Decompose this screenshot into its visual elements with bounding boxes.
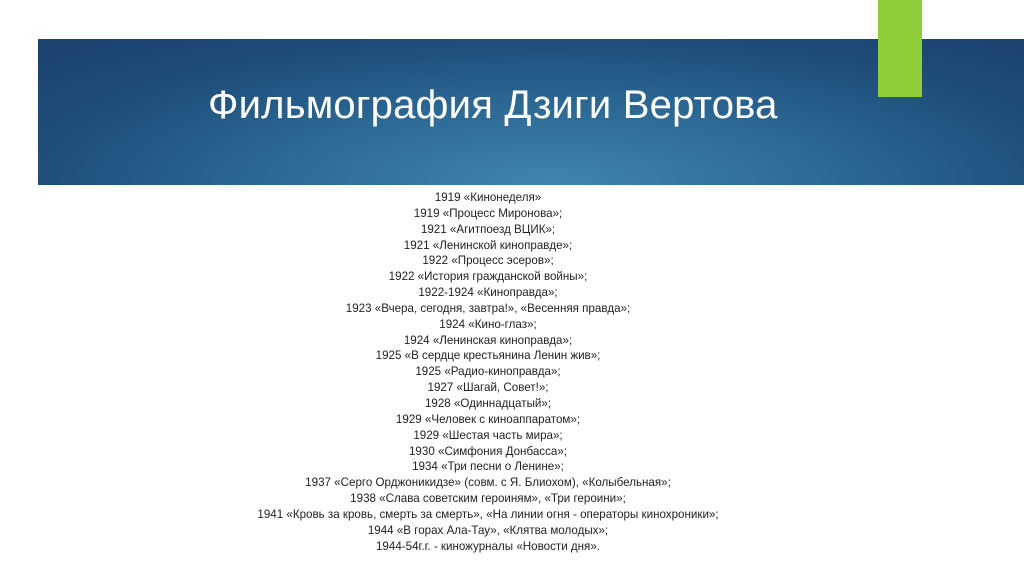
film-item: 1924 «Кино-глаз»; [439,317,537,331]
film-item: 1919 «Кинонеделя» [434,191,542,204]
slide-title: Фильмография Дзиги Вертова [208,83,778,127]
film-item: 1924 «Ленинская киноправда»; [403,333,573,347]
film-item: 1927 «Шагай, Совет!»; [427,381,549,395]
film-item: 1922 «Процесс эсеров»; [422,254,554,268]
film-item: 1937 «Серго Орджоникидзе» (совм. с Я. Блиохом), «Колыбельная»; [305,476,671,490]
film-item: 1928 «Одиннадцатый»; [424,396,552,410]
film-item: 1925 «В сердце крестьянина Ленин жив»; [375,349,601,363]
film-item: 1941 «Кровь за кровь, смерть за смерть», «На линии огня - операторы кинохроники»; [257,507,719,521]
film-item: 1919 «Процесс Миронова»; [413,206,563,220]
film-item: 1944 «В горах Ала-Тау», «Клятва молодых»; [367,523,609,537]
accent-bar [878,0,922,97]
film-item: 1929 «Человек с киноаппаратом»; [395,412,581,426]
film-item: 1922 «История гражданской войны»; [388,270,588,284]
film-item: 1923 «Вчера, сегодня, завтра!», «Весенняя правда»; [345,301,631,315]
film-item: 1921 «Ленинской киноправде»; [403,238,573,252]
film-item: 1934 «Три песни о Ленине»; [412,460,564,474]
film-item: 1921 «Агитпоезд ВЦИК»; [420,222,556,236]
film-item: 1938 «Слава советским героиням», «Три героини»; [350,492,626,506]
film-item: 1929 «Шестая часть мира»; [413,428,563,442]
filmography-list [188,190,788,554]
film-item: 1944-54г.г. - киножурналы «Новости дня». [375,539,601,553]
film-item: 1922-1924 «Киноправда»; [418,286,558,300]
film-item: 1930 «Симфония Донбасса»; [408,444,567,458]
film-item: 1925 «Радио-киноправда»; [415,365,561,379]
